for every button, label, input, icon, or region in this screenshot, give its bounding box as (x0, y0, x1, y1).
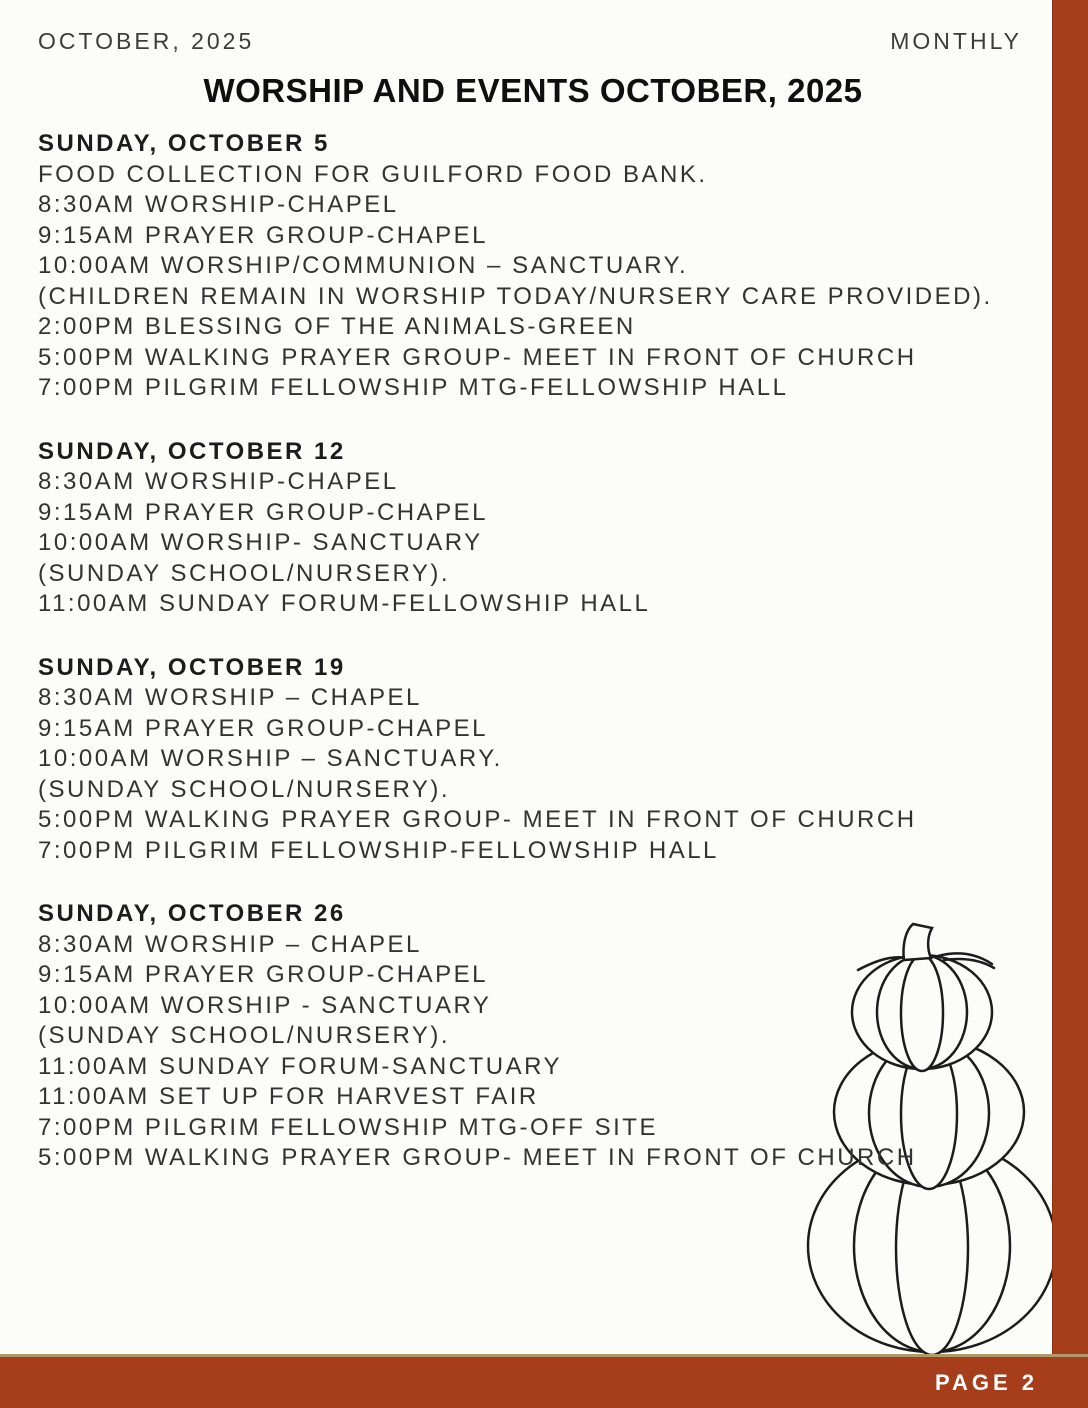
event-section (38, 899, 1028, 1174)
event-line: 8:30AM WORSHIP-CHAPEL (38, 191, 399, 218)
event-line: 10:00AM WORSHIP/COMMUNION – SANCTUARY. (38, 252, 689, 279)
masthead-frequency: MONTHLY (890, 28, 1022, 54)
event-section (38, 653, 1028, 867)
event-line: 9:15AM PRAYER GROUP-CHAPEL (38, 221, 488, 249)
page-title: WORSHIP AND EVENTS OCTOBER, 2025 (203, 72, 863, 109)
event-section (38, 437, 1028, 620)
event-line: 2:00PM BLESSING OF THE ANIMALS-GREEN (38, 313, 636, 340)
event-line: 10:00AM WORSHIP - SANCTUARY (38, 991, 492, 1019)
event-line: 9:15AM PRAYER GROUP-CHAPEL (38, 714, 488, 742)
event-line: FOOD COLLECTION FOR GUILFORD FOOD BANK. (38, 160, 708, 188)
section-date-heading: SUNDAY, OCTOBER 19 (38, 653, 346, 681)
event-line: 7:00PM PILGRIM FELLOWSHIP MTG-OFF SITE (38, 1113, 658, 1141)
event-line: 8:30AM WORSHIP-CHAPEL (38, 468, 399, 495)
section-date-heading: SUNDAY, OCTOBER 26 (38, 900, 346, 927)
page-content (38, 28, 1028, 1207)
event-line: 7:00PM PILGRIM FELLOWSHIP MTG-FELLOWSHIP HALL (38, 374, 789, 401)
right-accent-strip (1052, 0, 1088, 1408)
events-sections (38, 129, 1028, 1174)
footer-bar (0, 1354, 1088, 1408)
event-line: 9:15AM PRAYER GROUP-CHAPEL (38, 961, 488, 988)
event-line: 10:00AM WORSHIP- SANCTUARY (38, 529, 483, 556)
event-line: 8:30AM WORSHIP – CHAPEL (38, 684, 422, 711)
section-date-heading: SUNDAY, OCTOBER 5 (38, 130, 330, 157)
event-section (38, 129, 1028, 404)
masthead (38, 28, 1028, 55)
event-line: 11:00AM SUNDAY FORUM-SANCTUARY (38, 1052, 562, 1080)
event-line: (CHILDREN REMAIN IN WORSHIP TODAY/NURSERY CARE PROVIDED). (38, 282, 993, 310)
event-line: 11:00AM SUNDAY FORUM-FELLOWSHIP HALL (38, 590, 651, 617)
event-line: 10:00AM WORSHIP – SANCTUARY. (38, 745, 503, 772)
event-line: 7:00PM PILGRIM FELLOWSHIP-FELLOWSHIP HALL (38, 836, 719, 864)
event-line: 5:00PM WALKING PRAYER GROUP- MEET IN FRONT OF CHURCH (38, 343, 917, 371)
event-line: 9:15AM PRAYER GROUP-CHAPEL (38, 498, 488, 526)
event-line: (SUNDAY SCHOOL/NURSERY). (38, 559, 451, 587)
event-line: 11:00AM SET UP FOR HARVEST FAIR (38, 1083, 539, 1110)
event-line: 5:00PM WALKING PRAYER GROUP- MEET IN FRONT OF CHURCH (38, 1144, 917, 1171)
section-date-heading: SUNDAY, OCTOBER 12 (38, 437, 346, 465)
masthead-date: OCTOBER, 2025 (38, 28, 255, 54)
event-line: (SUNDAY SCHOOL/NURSERY). (38, 1022, 451, 1049)
page-number-label: PAGE 2 (934, 1369, 1038, 1395)
event-line: 8:30AM WORSHIP – CHAPEL (38, 930, 422, 958)
event-line: 5:00PM WALKING PRAYER GROUP- MEET IN FRONT OF CHURCH (38, 806, 917, 833)
event-line: (SUNDAY SCHOOL/NURSERY). (38, 775, 451, 803)
